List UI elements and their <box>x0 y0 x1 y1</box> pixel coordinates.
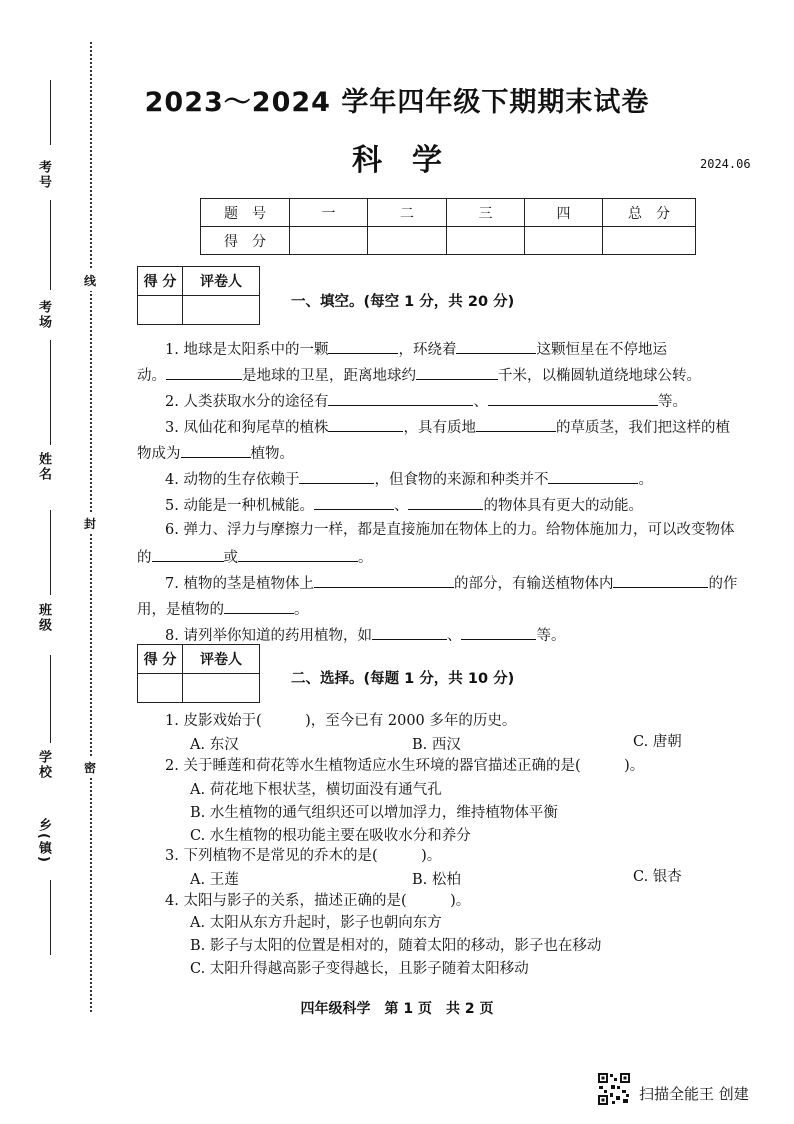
choice-4-option-b[interactable]: B. 影子与太阳的位置是相对的，随着太阳的移动，影子也在移动 <box>190 938 602 954</box>
fill-question-2: 2. 人类获取水分的途径有 、 等。 <box>165 387 785 415</box>
exam-title: 2023～2024 学年四年级下期期末试卷 <box>144 87 650 118</box>
choice-2-option-b[interactable]: B. 水生植物的通气组织还可以增加浮力，维持植物体平衡 <box>190 805 558 821</box>
score-table-header: 题 号 <box>201 199 290 227</box>
choice-1-option-a[interactable]: A. 东汉 <box>190 737 239 753</box>
section-2-title: 二、选择。(每题 1 分，共 10 分) <box>291 671 515 687</box>
score-table <box>200 198 696 255</box>
choice-1-option-c[interactable]: C. 唐朝 <box>633 734 682 750</box>
answer-blank[interactable] <box>238 543 358 562</box>
answer-blank[interactable] <box>328 387 473 406</box>
class-label: 班级 <box>36 603 51 633</box>
answer-blank[interactable] <box>372 621 447 640</box>
township-line <box>50 880 51 955</box>
exam-date: 2024.06 <box>700 157 751 171</box>
choice-2-option-a[interactable]: A. 荷花地下根状茎，横切面没有通气孔 <box>190 782 442 798</box>
choice-4-option-c[interactable]: C. 太阳升得越高影子变得越长，且影子随着太阳移动 <box>190 961 529 977</box>
answer-blank[interactable] <box>181 439 251 458</box>
grader-box-1 <box>137 266 260 325</box>
choice-3-option-c[interactable]: C. 银杏 <box>633 869 682 885</box>
class-line <box>50 510 51 595</box>
answer-blank[interactable] <box>152 543 224 562</box>
grader-box-2 <box>137 644 260 703</box>
score-cell[interactable] <box>290 227 368 255</box>
exam-number-label: 考号 <box>36 160 51 190</box>
score-table-header: 一 <box>290 199 368 227</box>
fill-question-3-cont: 物成为 植物。 <box>137 439 757 467</box>
choice-question-1: 1. 皮影戏始于( )，至今已有 2000 多年的历史。 <box>165 713 517 729</box>
school-label: 学校 <box>36 750 51 780</box>
answer-blank[interactable] <box>328 335 398 354</box>
choice-3-option-b[interactable]: B. 松柏 <box>412 872 461 888</box>
name-line <box>50 340 51 445</box>
name-label: 姓名 <box>36 452 51 482</box>
grader-score-cell[interactable] <box>138 674 183 703</box>
answer-blank[interactable] <box>224 595 294 614</box>
grader-name-label: 评卷人 <box>183 267 260 296</box>
score-table-header: 四 <box>525 199 603 227</box>
grader-score-label: 得 分 <box>138 267 183 296</box>
fill-question-4: 4. 动物的生存依赖于 ，但食物的来源和种类并不 。 <box>165 465 785 493</box>
answer-blank[interactable] <box>476 413 556 432</box>
fill-question-1-cont: 动。 是地球的卫星，距离地球约 千米，以椭圆轨道绕地球公转。 <box>137 361 757 389</box>
subject-title: 科学 <box>352 143 472 178</box>
section-1-title: 一、填空。(每空 1 分，共 20 分) <box>291 294 515 310</box>
score-cell[interactable] <box>447 227 525 255</box>
grader-name-label: 评卷人 <box>183 645 260 674</box>
exam-room-label: 考场 <box>36 300 51 330</box>
answer-blank[interactable] <box>314 491 394 510</box>
township-label: 乡(镇) <box>36 818 51 864</box>
answer-blank[interactable] <box>408 491 483 510</box>
score-cell[interactable] <box>525 227 603 255</box>
binding-mark-line: 线 <box>84 270 96 291</box>
grader-name-cell[interactable] <box>183 674 260 703</box>
answer-blank[interactable] <box>613 569 708 588</box>
fill-question-1: 1. 地球是太阳系中的一颗 ，环绕着 这颗恒星在不停地运 <box>165 335 765 363</box>
score-cell[interactable] <box>603 227 696 255</box>
fill-question-7-cont: 用，是植物的 。 <box>137 595 757 623</box>
answer-blank[interactable] <box>456 335 536 354</box>
scanner-watermark: 扫描全能王 创建 <box>639 1085 749 1103</box>
page-footer: 四年级科学 第 1 页 共 2 页 <box>300 1001 494 1017</box>
exam-room-line <box>50 200 51 290</box>
fill-question-8: 8. 请列举你知道的药用植物，如 、 等。 <box>165 621 785 649</box>
fill-question-6: 6. 弹力、浮力与摩擦力一样，都是直接施加在物体上的力。给物体施加力，可以改变物体 <box>165 522 735 538</box>
fill-question-6-cont: 的 或 。 <box>137 543 757 571</box>
fill-question-7: 7. 植物的茎是植物体上 的部分，有输送植物体内 的作 <box>165 569 765 597</box>
grader-score-label: 得 分 <box>138 645 183 674</box>
choice-question-3: 3. 下列植物不是常见的乔木的是( )。 <box>165 848 442 864</box>
choice-question-2: 2. 关于睡莲和荷花等水生植物适应水生环境的器官描述正确的是( )。 <box>165 758 645 774</box>
choice-1-option-b[interactable]: B. 西汉 <box>412 737 461 753</box>
choice-4-option-a[interactable]: A. 太阳从东方升起时，影子也朝向东方 <box>190 915 442 931</box>
qr-code-icon <box>597 1072 631 1106</box>
answer-blank[interactable] <box>314 569 454 588</box>
answer-blank[interactable] <box>299 465 374 484</box>
answer-blank[interactable] <box>166 361 242 380</box>
score-table-row-label: 得 分 <box>201 227 290 255</box>
answer-blank[interactable] <box>488 387 658 406</box>
grader-score-cell[interactable] <box>138 296 183 325</box>
grader-name-cell[interactable] <box>183 296 260 325</box>
choice-2-option-c[interactable]: C. 水生植物的根功能主要在吸收水分和养分 <box>190 828 471 844</box>
answer-blank[interactable] <box>328 413 403 432</box>
fill-question-5: 5. 动能是一种机械能。 、 的物体具有更大的动能。 <box>165 491 785 519</box>
fill-question-3: 3. 凤仙花和狗尾草的植株 ，具有质地 的草质茎，我们把这样的植 <box>165 413 765 441</box>
binding-mark-secret: 密 <box>84 757 96 778</box>
score-table-header: 二 <box>368 199 447 227</box>
school-line <box>50 655 51 743</box>
choice-3-option-a[interactable]: A. 王莲 <box>190 872 239 888</box>
score-cell[interactable] <box>368 227 447 255</box>
answer-blank[interactable] <box>416 361 498 380</box>
answer-blank[interactable] <box>548 465 638 484</box>
score-table-header: 总 分 <box>603 199 696 227</box>
binding-mark-seal: 封 <box>84 513 96 534</box>
score-table-header: 三 <box>447 199 525 227</box>
answer-blank[interactable] <box>461 621 536 640</box>
choice-question-4: 4. 太阳与影子的关系，描述正确的是( )。 <box>165 893 471 909</box>
